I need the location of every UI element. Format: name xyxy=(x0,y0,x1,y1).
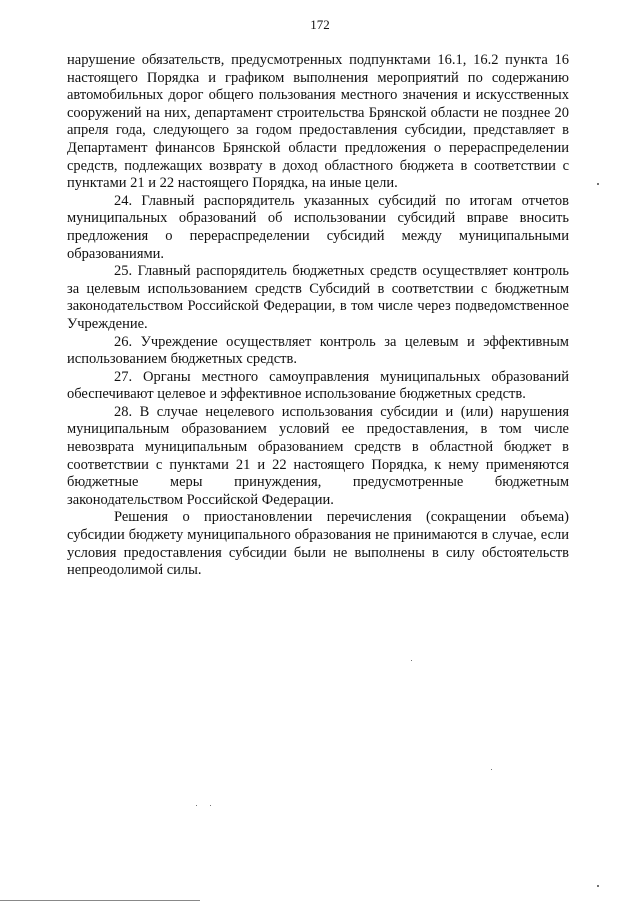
page-number: 172 xyxy=(310,17,330,32)
scan-speck xyxy=(196,805,197,806)
scan-speck xyxy=(597,885,599,887)
paragraph-continuation: нарушение обязательств, предусмотренных подпунктами 16.1, 16.2 пункта 16 настоящего Порядка и графиком выполнения мероприятий по содержанию автомобильных дорог общего пользования местного значения и искусственных сооружений на них, департамент строительства Брянской области не позднее 20 апреля года, следующего за годом предоставления субсидии, представляет в Департамент финансов Брянской области предложения о перераспределении средств, подлежащих возврату в доход областного бюджета в соответствии с пунктами 21 и 22 настоящего Порядка, на иные цели. xyxy=(67,52,569,192)
scan-speck xyxy=(210,805,211,806)
paragraph-suspension-decision: Решения о приостановлении перечисления (сокращении объема) субсидии бюджету муниципального образования не принимаются в случае, если условия предоставления субсидии были не выполнены в силу обстоятельств непреодолимой силы. xyxy=(67,509,569,579)
paragraph-item-26: 26. Учреждение осуществляет контроль за целевым и эффективным использованием бюджетных средств. xyxy=(67,333,569,368)
paragraph-item-24: 24. Главный распорядитель указанных субсидий по итогам отчетов муниципальных образований об использовании субсидий вправе вносить предложения о перераспределении субсидий между муниципальными образованиями. xyxy=(67,192,569,262)
scan-speck xyxy=(597,183,599,185)
paragraph-item-27: 27. Органы местного самоуправления муниципальных образований обеспечивают целевое и эффективное использование бюджетных средств. xyxy=(67,368,569,403)
scan-edge-line xyxy=(0,900,200,901)
scan-speck xyxy=(411,660,412,661)
paragraph-item-25: 25. Главный распорядитель бюджетных средств осуществляет контроль за целевым использованием средств Субсидий в соответствии с бюджетным законодательством Российской Федерации, в том числе через подведомственное Учреждение. xyxy=(67,263,569,332)
paragraph-item-28: 28. В случае нецелевого использования субсидии и (или) нарушения муниципальным образованием условий ее предоставления, в том числе невозврата муниципальным образованием средств в областной бюджет в соответствии с пунктами 21 и 22 настоящего Порядка, к нему применяются бюджетные меры принуждения, предусмотренные бюджетным законодательством Российской Федерации. xyxy=(67,403,569,508)
scan-speck xyxy=(491,769,492,770)
document-body xyxy=(67,52,569,580)
